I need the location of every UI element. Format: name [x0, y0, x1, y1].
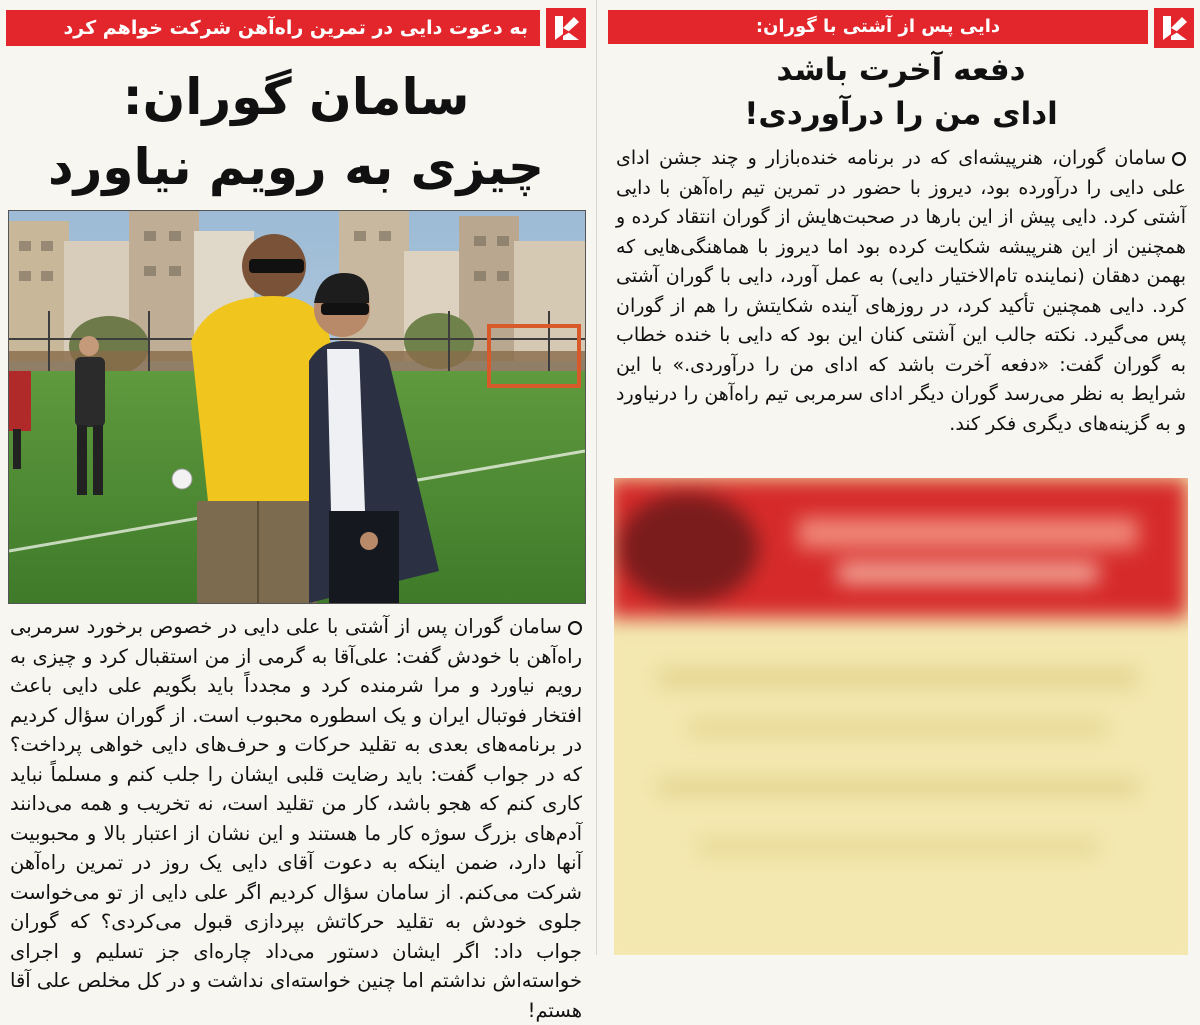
newspaper-logo-icon [546, 8, 586, 48]
column-divider [596, 0, 597, 955]
right-headline-line2: ادای من را درآوردی! [744, 96, 1058, 132]
bullet-icon [1172, 152, 1186, 166]
bullet-icon [568, 621, 582, 635]
article-photo [8, 210, 586, 604]
left-body-text: سامان گوران پس از آشتی با علی دایی در خصوص برخورد سرمربی راه‌آهن با خودش گفت: علی‌آقا به گرمی از من استقبال کرد و چیزی به رویم نیاورد و مرا شرمنده کرد و مجدداً باید بگویم علی دایی باعث افتخار فوتبال ایران و یک اسطوره محبوب است. از گوران سؤال کردیم در برنامه‌های بعدی به تقلید حرکات و حرف‌های دایی خواهی پرداخت؟ که در جواب گفت: باید رضایت قلبی ایشان را جلب کنم و مسلماً نباید کاری کنم که هجو باشد، کار من تقلید است، نه تخریب و همه می‌دانند آدم‌های بزرگ سوژه کار ما هستند و این نشان از اعتبار بالا و محبوبیت آنها دارد، ضمن اینکه به دعوت آقای دایی یک روز در تمرین راه‌آهن شرکت می‌کنم. از سامان سؤال کردیم اگر علی دایی از تو می‌خواست جلوی خودش به تقلید حرکاتش بپردازی قبول می‌کردی؟ که گوران جواب داد: اگر ایشان دستور می‌داد چاره‌ای جز تسلیم و اجرای خواسته‌اش نداشتم اما چنین خواسته‌ای نداشت و در کل مخلص علی آقا هستم! [10, 615, 582, 1022]
blurred-ad-image-icon [614, 478, 1188, 955]
right-headline [608, 48, 1194, 136]
left-kicker: به دعوت دایی در تمرین راه‌آهن شرکت خواهم کرد [6, 10, 540, 46]
left-article [6, 0, 586, 1022]
newspaper-logo-icon [1154, 8, 1194, 48]
right-kicker-row [608, 8, 1194, 48]
photo-scene-icon [9, 211, 585, 603]
left-article-body [6, 612, 586, 1025]
blurred-advertisement [614, 478, 1188, 955]
right-headline-line1: دفعه آخرت باشد [776, 52, 1026, 88]
left-headline-line2: چیزی به رویم نیاورد [47, 138, 545, 196]
right-kicker: دایی پس از آشتی با گوران: [608, 10, 1148, 44]
right-article [608, 0, 1194, 955]
left-kicker-row [6, 8, 586, 48]
left-headline-line1: سامان گوران: [122, 68, 470, 126]
right-article-body [608, 144, 1194, 439]
left-headline [6, 62, 586, 202]
right-body-text: سامان گوران، هنرپیشه‌ای که در برنامه خنده‌بازار و چند جشن ادای علی دایی را درآورده بود، دیروز با حضور در تمرین تیم راه‌آهن با دایی آشتی کرد. دایی پیش از این بارها در صحبت‌هایش از گوران انتقاد کرده و همچنین از این هنرپیشه شکایت کرده بود اما دیروز با هماهنگی‌هایی که بهمن دهقان (نماینده تام‌الاختیار دایی) به عمل آورد، دایی با گوران آشتی کرد. دایی همچنین تأکید کرد، در روزهای آینده شکایتش را هم از گوران پس می‌گیرد. نکته جالب این آشتی کنان این بود که دایی با خنده خطاب به گوران گفت: «دفعه آخرت باشد که ادای من را درآوردی.» با این شرایط به نظر می‌رسد گوران دیگر ادای سرمربی تیم راه‌آهن را درنیاورد و به گزینه‌های دیگری فکر کند. [616, 147, 1186, 435]
